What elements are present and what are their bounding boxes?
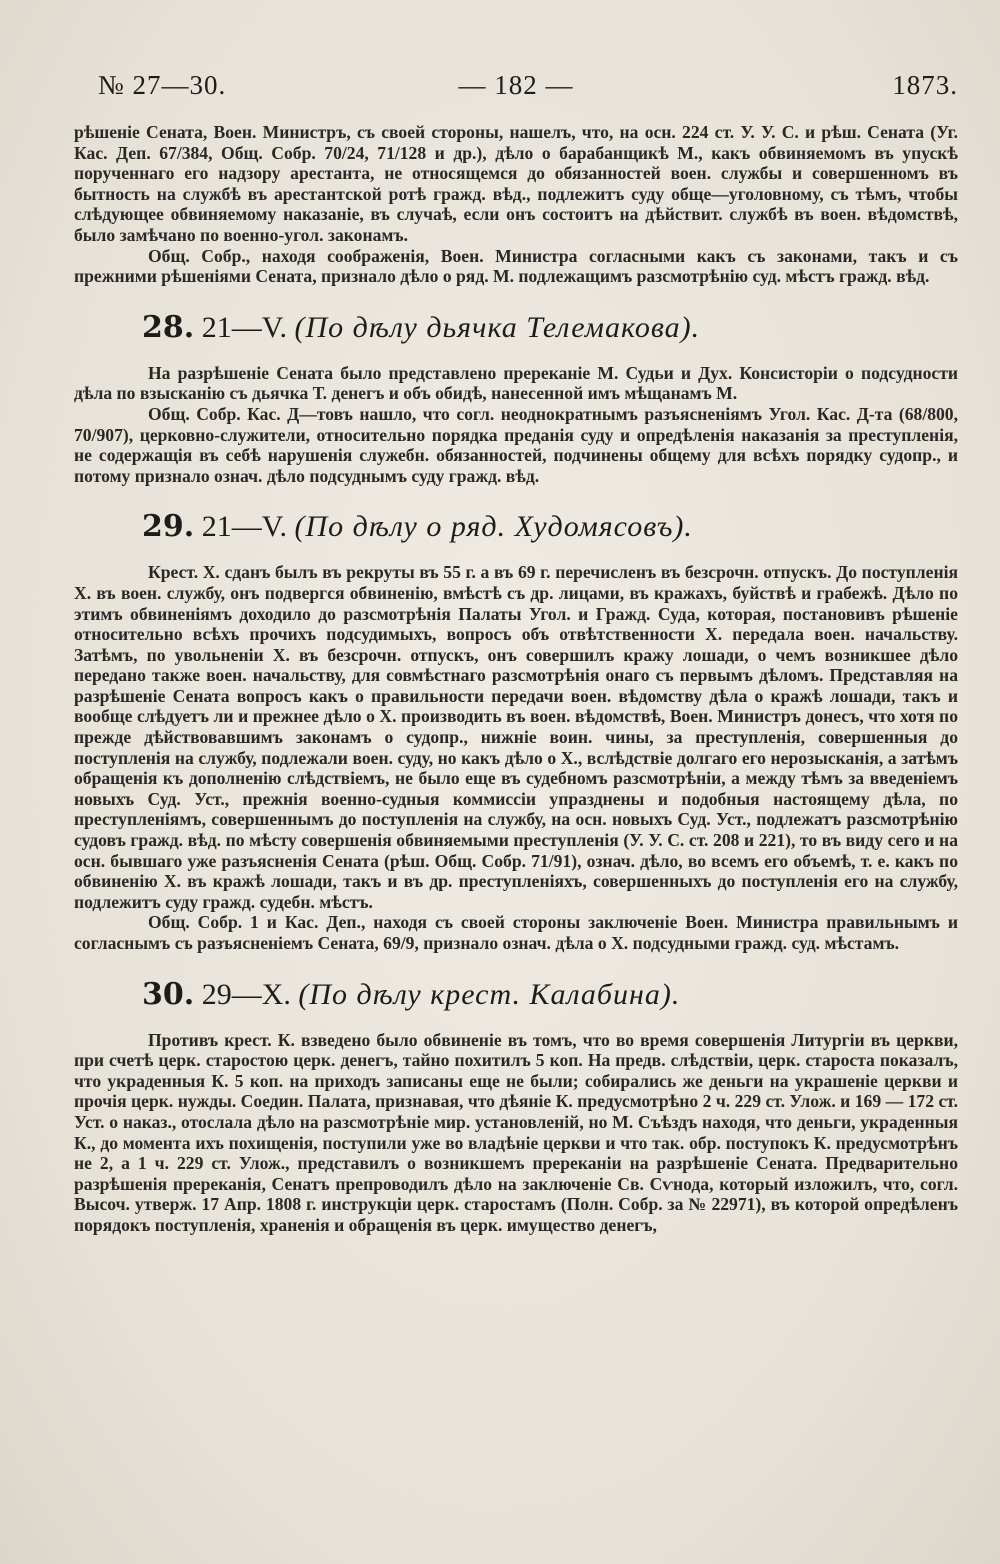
section-date: 21—V. — [201, 510, 288, 544]
section-number: 28. — [142, 309, 195, 345]
page-header — [74, 70, 958, 122]
case-range: № 27—30. — [98, 70, 227, 100]
intro-paragraph: Общ. Собр., находя соображенія, Воен. Министра согласными какъ съ законами, такъ и съ прежними рѣшеніями Сената, признало дѣло о ряд. М. подлежащимъ разсмотрѣнію суд. мѣстъ гражд. вѣд. — [74, 245, 958, 287]
section-paragraph: На разрѣшеніе Сената было представлено пререканіе М. Судьи и Дух. Консисторіи о подсудности дѣла по взысканію съ дьячка Т. денегъ и объ обидѣ, нанесенной имъ мѣщанамъ М. — [74, 362, 958, 404]
section-date: 29—X. — [201, 977, 291, 1011]
section-title: (По дѣлу дьячка Телемакова). — [294, 310, 701, 344]
section-date: 21—V. — [201, 310, 288, 344]
section-number: 30. — [142, 976, 195, 1012]
intro-paragraph: рѣшеніе Сената, Воен. Министръ, съ своей стороны, нашелъ, что, на осн. 224 ст. У. У. С. и рѣш. Сената (Уг. Кас. Деп. 67/384, Общ. Собр. 70/24, 71/128 и др.), дѣло о барабанщикѣ М., какъ обвиняемомъ въ упускѣ порученнаго его надзору арестанта, не относящемся до обязанностей воен. службы и совершенномъ въ бытность на службѣ въ арестантской ротѣ гражд. вѣд., подлежитъ суду обще—уголовному, съ тѣмъ, чтобы слѣдующее обвиняемому наказаніе, въ случаѣ, если онъ состоитъ на дѣйствит. службѣ въ воен. вѣдомствѣ, было замѣчано по военно-угол. законамъ. — [74, 122, 958, 245]
section-paragraph: Общ. Собр. Кас. Д—товъ нашло, что согл. неоднократнымъ разъясненіямъ Угол. Кас. Д-та (68/800, 70/907), церковно-служители, относительно порядка преданія суду и опредѣленія наказанія за преступленія, не содержащія въ себѣ нарушенія служебн. обязанностей, подчинены общему для всѣхъ порядку судопр., и потому признало означ. дѣло подсуднымъ суду гражд. вѣд. — [74, 403, 958, 486]
section-heading — [142, 510, 958, 544]
section-number: 29. — [142, 509, 195, 545]
page-number: — 182 — — [458, 70, 574, 100]
section-title: (По дѣлу о ряд. Худомясовъ). — [294, 510, 693, 544]
section-paragraph: Общ. Собр. 1 и Кас. Деп., находя съ своей стороны заключеніе Воен. Министра правильнымъ и согласнымъ съ разъясненіемъ Сената, 69/9, признало означ. дѣла о Х. подсудными гражд. суд. мѣстамъ. — [74, 912, 958, 953]
section-title: (По дѣлу крест. Калабина). — [298, 977, 681, 1011]
section-heading — [142, 311, 958, 345]
section-paragraph: Противъ крест. К. взведено было обвиненіе въ томъ, что во время совершенія Литургіи въ церкви, при счетѣ церк. старостою церк. денегъ, тайно похитилъ 5 коп. На предв. слѣдствіи, церк. староста показалъ, что украденныя К. 5 коп. на приходъ записаны еще не были; собирались же деньги на украшеніе церкви и прочія церк. нужды. Соедин. Палата, признавая, что дѣяніе К. предусмотрѣно 2 ч. 229 ст. Улож. и 169 — 172 ст. Уст. о наказ., отослала дѣло на разсмотрѣніе мир. установленій, но М. Съѣздъ находя, что деньги, украденныя К., до момента ихъ похищенія, поступили уже во владѣніе церкви и что так. обр. поступокъ К. предусмотрѣнъ не 2, а 1 ч. 229 ст. Улож., представилъ о возникшемъ пререканіи на разрѣшеніе Сената. Предварительно разрѣшенія пререканія, Сенатъ препроводилъ дѣло на заключеніе Св. Сѵнода, который изложилъ, что, согл. Высоч. утверж. 17 Апр. 1808 г. инструкціи церк. старостамъ (Полн. Собр. за № 22971), въ которой опредѣленъ порядокъ поступленія, храненія и обращенія въ церк. имущество денегъ, — [74, 1029, 958, 1235]
section-paragraph: Крест. Х. сданъ былъ въ рекруты въ 55 г. а въ 69 г. перечисленъ въ безсрочн. отпускъ. До поступленія Х. въ воен. службу, онъ подвергся обвиненію, вмѣстѣ съ др. лицами, въ кражахъ, буйствѣ и грабежѣ. Дѣло по этимъ обвиненіямъ доходило до разсмотрѣнія Палаты Угол. и Гражд. Суда, которая, постановивъ рѣшеніе относительно всѣхъ прочихъ подсудимыхъ, вопросъ объ отвѣтственности Х. передала воен. начальству. Затѣмъ, по увольненіи Х. въ безсрочн. отпускъ, онъ совершилъ кражу лошади, о чемъ возникшее дѣло передано также воен. начальству, для совмѣстнаго разсмотрѣнія онаго съ первымъ дѣломъ. Представляя на разрѣшеніе Сената вопросъ какъ о правильности передачи воен. вѣдомству дѣла о кражѣ лошади, такъ и вообще слѣдуетъ ли и прежнее дѣло о Х. производить въ воен. вѣдомствѣ, Воен. Министръ донесъ, что хотя по прежде дѣйствовавшимъ законамъ о судопр., нижніе воин. чины, за преступленія, совершенныя до поступленія на службу, подлежали воен. суду, но какъ дѣло о Х., вслѣдствіе долгаго его нерозысканія, а затѣмъ обращенія къ дополненію слѣдствіемъ, не было еще въ судебномъ разсмотрѣніи, а между тѣмъ за введеніемъ новыхъ Суд. Уст., прежнія военно-судныя коммиссіи упразднены и подобныя настоящему дѣла, по преступленіямъ, совершеннымъ до поступленія на службу, на осн. новыхъ Суд. Уст., подлежатъ разсмотрѣнію судовъ гражд. вѣд. по мѣсту совершенія обвиняемыми преступленія (У. У. С. ст. 208 и 221), то въ виду сего и на осн. бывшаго уже разъясненія Сената (рѣш. Общ. Собр. 71/91), означ. дѣло, во всемъ его объемѣ, т. е. какъ по обвиненію Х. въ кражѣ лошади, такъ и въ др. преступленіяхъ, совершенныхъ до поступленія его на службу, подлежитъ суду гражд. судебн. мѣстъ. — [74, 562, 958, 912]
section-heading — [142, 978, 958, 1012]
year: 1873. — [892, 70, 958, 100]
